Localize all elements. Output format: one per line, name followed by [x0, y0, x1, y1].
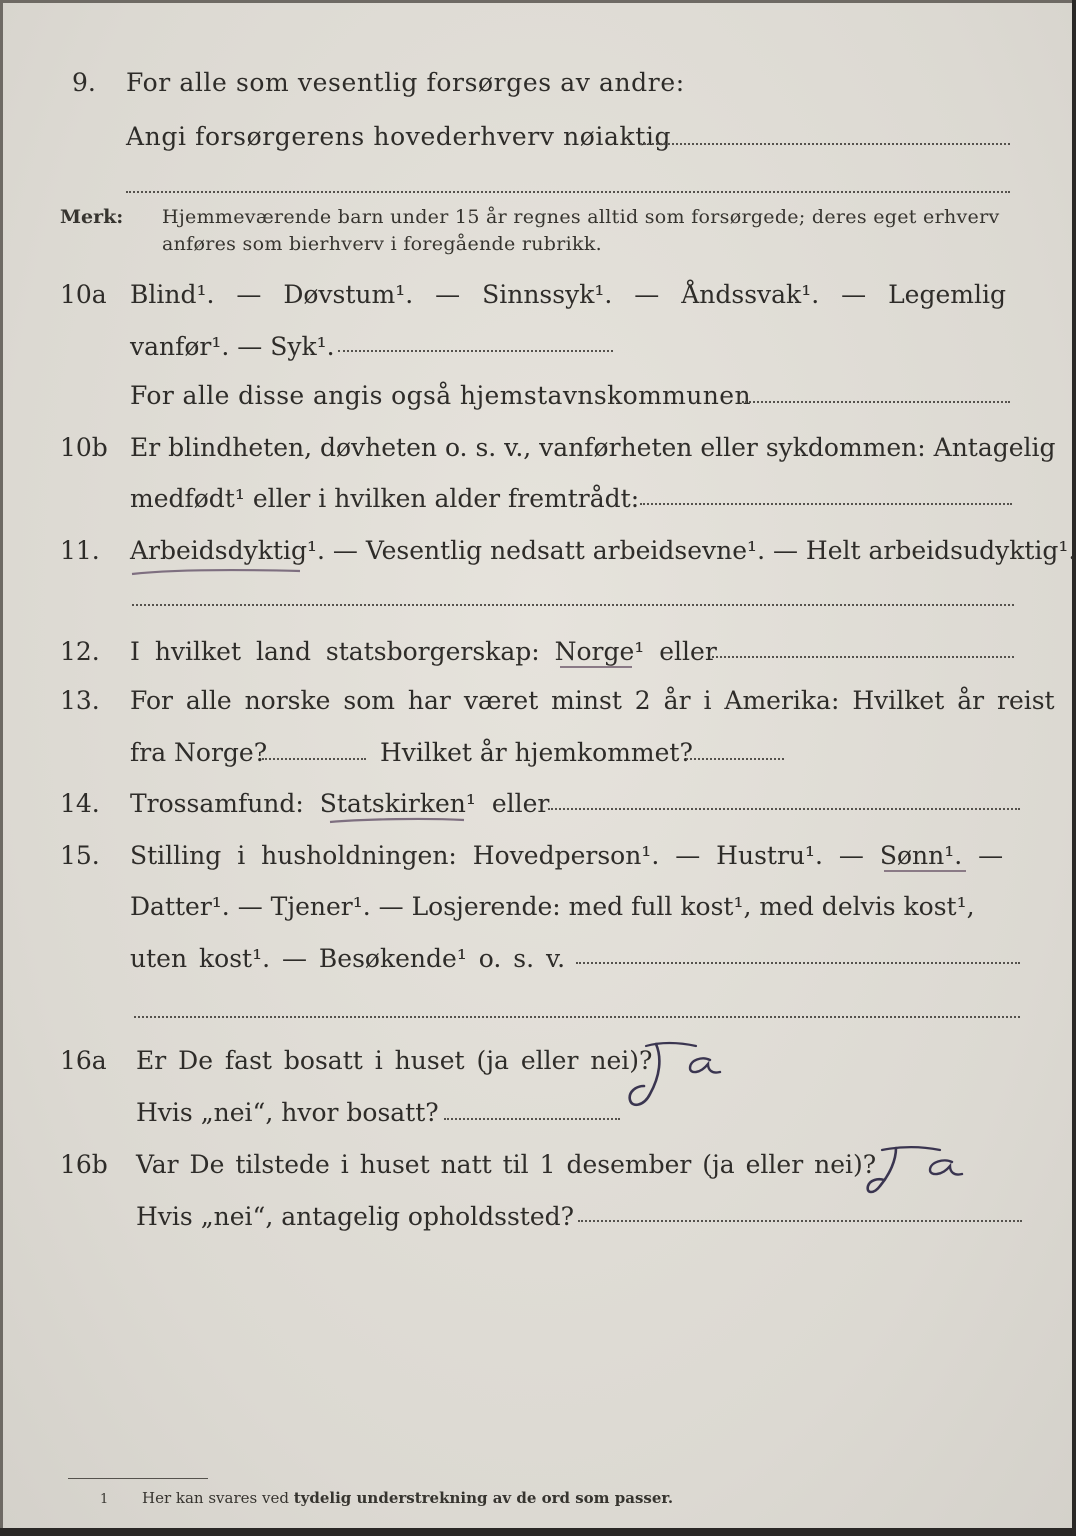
q13-text-line1: For alle norske som har været minst 2 år i Amerika: Hvilket år reist [130, 686, 1055, 715]
q13-text-line2b: Hvilket år hjemkommet? [380, 738, 693, 767]
q10a-municipality-field[interactable] [742, 401, 1010, 403]
q14-text-line1: Trossamfund: Statskirken¹ eller [130, 789, 550, 818]
footnote-text-bold: tydelig understrekning av de ord som passer. [293, 1489, 674, 1507]
statskirken-underline-mark [326, 810, 472, 828]
q10b-text-line2: medfødt¹ eller i hvilken alder fremtrådt: [130, 484, 640, 513]
q16b-location-field[interactable] [578, 1220, 1022, 1222]
q10a-number: 10a [60, 280, 107, 309]
q10a-text-line2: vanfør¹. — Syk¹. [130, 332, 335, 361]
q13-text-line2a: fra Norge? [130, 738, 268, 767]
merk-text-line1: Hjemmeværende barn under 15 år regnes alltid som forsørgede; deres eget erhverv [162, 206, 1000, 228]
q12-text-line1: I hvilket land statsborgerskap: Norge¹ eller [130, 637, 717, 666]
q10a-text-line3: For alle disse angis også hjemstavnskommunen [130, 381, 751, 410]
scan-edge-left [0, 0, 3, 1536]
q9-answer-field-2[interactable] [126, 191, 1010, 193]
q9-text-line1: For alle som vesentlig forsørges av andre: [126, 68, 685, 97]
scan-edge-bottom [0, 1528, 1076, 1536]
q16a-location-field[interactable] [444, 1118, 620, 1120]
q10a-text-line1: Blind¹. — Døvstum¹. — Sinnssyk¹. — Åndssvak¹. — Legemlig [130, 280, 1006, 309]
q9-answer-field[interactable] [640, 143, 1010, 145]
q16a-text-line2: Hvis „nei“, hvor bosatt? [136, 1098, 439, 1127]
q10b-answer-field[interactable] [640, 503, 1012, 505]
merk-text-line2: anføres som bierhverv i foregående rubrikk. [162, 233, 602, 255]
q11-number: 11. [60, 536, 100, 565]
q14-number: 14. [60, 789, 100, 818]
q10b-text-line1: Er blindheten, døvheten o. s. v., vanførheten eller sykdommen: Antagelig [130, 433, 1056, 462]
sonn-underline-mark [884, 870, 966, 872]
q15-number: 15. [60, 841, 100, 870]
arbeidsdyktig-underline-mark [128, 560, 308, 582]
q13-year-left-field[interactable] [262, 758, 366, 760]
scan-edge-right [1072, 0, 1076, 1536]
q16a-number: 16a [60, 1046, 107, 1075]
q16a-handwritten-answer [620, 1036, 740, 1114]
footnote-text [142, 1488, 673, 1508]
q11-answer-field[interactable] [132, 604, 1014, 606]
q13-year-returned-field[interactable] [686, 758, 784, 760]
q15-answer-field-2[interactable] [134, 1016, 1020, 1018]
q14-answer-field[interactable] [548, 808, 1020, 810]
q9-text-line2: Angi forsørgerens hovederhverv nøiaktig [126, 122, 672, 151]
q16b-text-line2: Hvis „nei“, antagelig opholdssted? [136, 1202, 575, 1231]
q9-number: 9. [72, 68, 96, 97]
q12-number: 12. [60, 637, 100, 666]
q15-text-line1: Stilling i husholdningen: Hovedperson¹. — Hustru¹. — Sønn¹. — [130, 841, 1004, 870]
q15-answer-field[interactable] [576, 962, 1020, 964]
q16a-text-line1: Er De fast bosatt i huset (ja eller nei)? [136, 1046, 653, 1075]
q10b-number: 10b [60, 433, 108, 462]
q13-number: 13. [60, 686, 100, 715]
q16b-number: 16b [60, 1150, 108, 1179]
footnote-text-normal: Her kan svares ved [142, 1489, 289, 1507]
q11-text-line1: Arbeidsdyktig¹. — Vesentlig nedsatt arbeidsevne¹. — Helt arbeidsudyktig¹. [130, 536, 1076, 565]
q10a-answer-field[interactable] [338, 350, 613, 352]
footnote-rule [68, 1478, 208, 1479]
q15-text-line3: uten kost¹. — Besøkende¹ o. s. v. [130, 944, 566, 973]
q16b-handwritten-answer [856, 1140, 976, 1204]
footnote-marker: 1 [100, 1492, 109, 1507]
norge-underline-mark [560, 666, 632, 668]
scan-edge-top [0, 0, 1076, 3]
merk-label: Merk: [60, 206, 124, 228]
q16b-text-line1: Var De tilstede i huset natt til 1 desember (ja eller nei)? [136, 1150, 877, 1179]
q12-answer-field[interactable] [712, 656, 1014, 658]
q15-text-line2: Datter¹. — Tjener¹. — Losjerende: med full kost¹, med delvis kost¹, [130, 892, 975, 921]
